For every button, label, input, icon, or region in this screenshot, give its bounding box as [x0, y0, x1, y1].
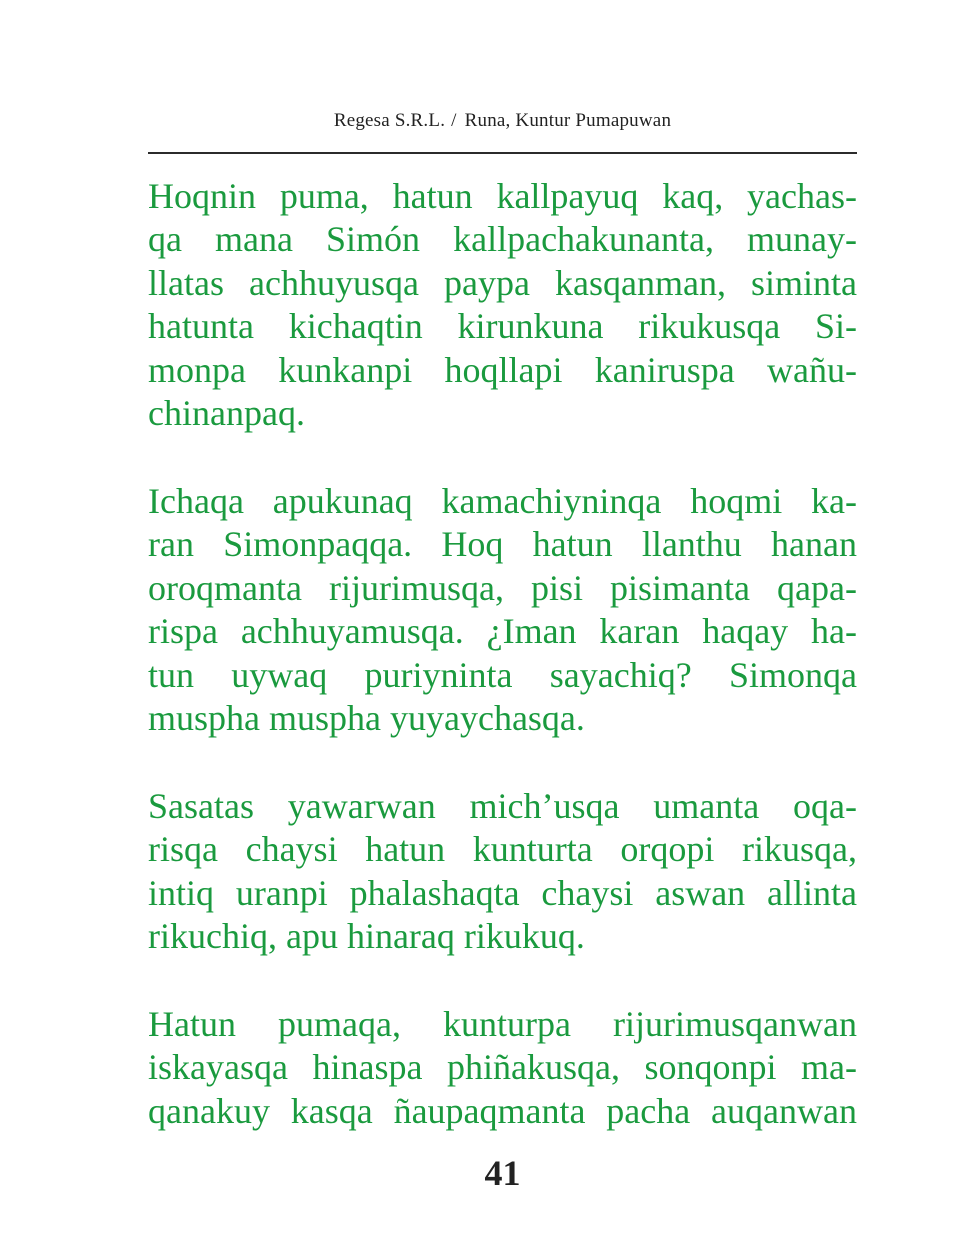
text-line: tun uywaq puriyninta sayachiq? Simonqa: [148, 654, 857, 695]
text-line: qanakuy kasqa ñaupaqmanta pacha auqanwan: [148, 1090, 857, 1131]
header-separator: /: [451, 110, 457, 131]
header-divider: [148, 152, 857, 154]
paragraph-4: [148, 1003, 857, 1133]
running-header: [148, 110, 857, 132]
text-line: monpa kunkanpi hoqllapi kaniruspa wañu-: [148, 349, 857, 390]
header-book-title: Runa, Kuntur Pumapuwan: [464, 110, 672, 131]
text-line: rikuchiq, apu hinaraq rikukuq.: [148, 916, 585, 957]
text-line: rispa achhuyamusqa. ¿Iman karan haqay ha-: [148, 611, 857, 652]
text-line: Hoqnin puma, hatun kallpayuq kaq, yachas-: [148, 176, 857, 216]
paragraph-1: [148, 175, 857, 435]
paragraph-3: [148, 785, 857, 959]
text-line: chinanpaq.: [148, 393, 305, 434]
page-number: 41: [484, 1153, 521, 1193]
paragraph-2: [148, 480, 857, 740]
text-line: ran Simonpaqqa. Hoq hatun llanthu hanan: [148, 524, 857, 565]
text-line: qa mana Simón kallpachakunanta, munay-: [148, 219, 857, 260]
text-line: Hatun pumaqa, kunturpa rijurimusqanwan: [148, 1004, 857, 1044]
text-line: risqa chaysi hatun kunturta orqopi rikusqa,: [148, 829, 857, 870]
text-line: muspha muspha yuyaychasqa.: [148, 698, 585, 739]
header-publisher: Regesa S.R.L.: [333, 110, 446, 131]
text-line: Sasatas yawarwan mich’usqa umanta oqa-: [148, 786, 857, 826]
text-line: oroqmanta rijurimusqa, pisi pisimanta qapa-: [148, 567, 857, 608]
text-line: Ichaqa apukunaq kamachiyninqa hoqmi ka-: [148, 481, 857, 521]
text-line: hatunta kichaqtin kirunkuna rikukusqa Si-: [148, 306, 857, 347]
text-line: intiq uranpi phalashaqta chaysi aswan allinta: [148, 872, 857, 913]
text-line: iskayasqa hinaspa phiñakusqa, sonqonpi ma-: [148, 1047, 857, 1088]
text-line: llatas achhuyusqa paypa kasqanman, siminta: [148, 262, 857, 303]
